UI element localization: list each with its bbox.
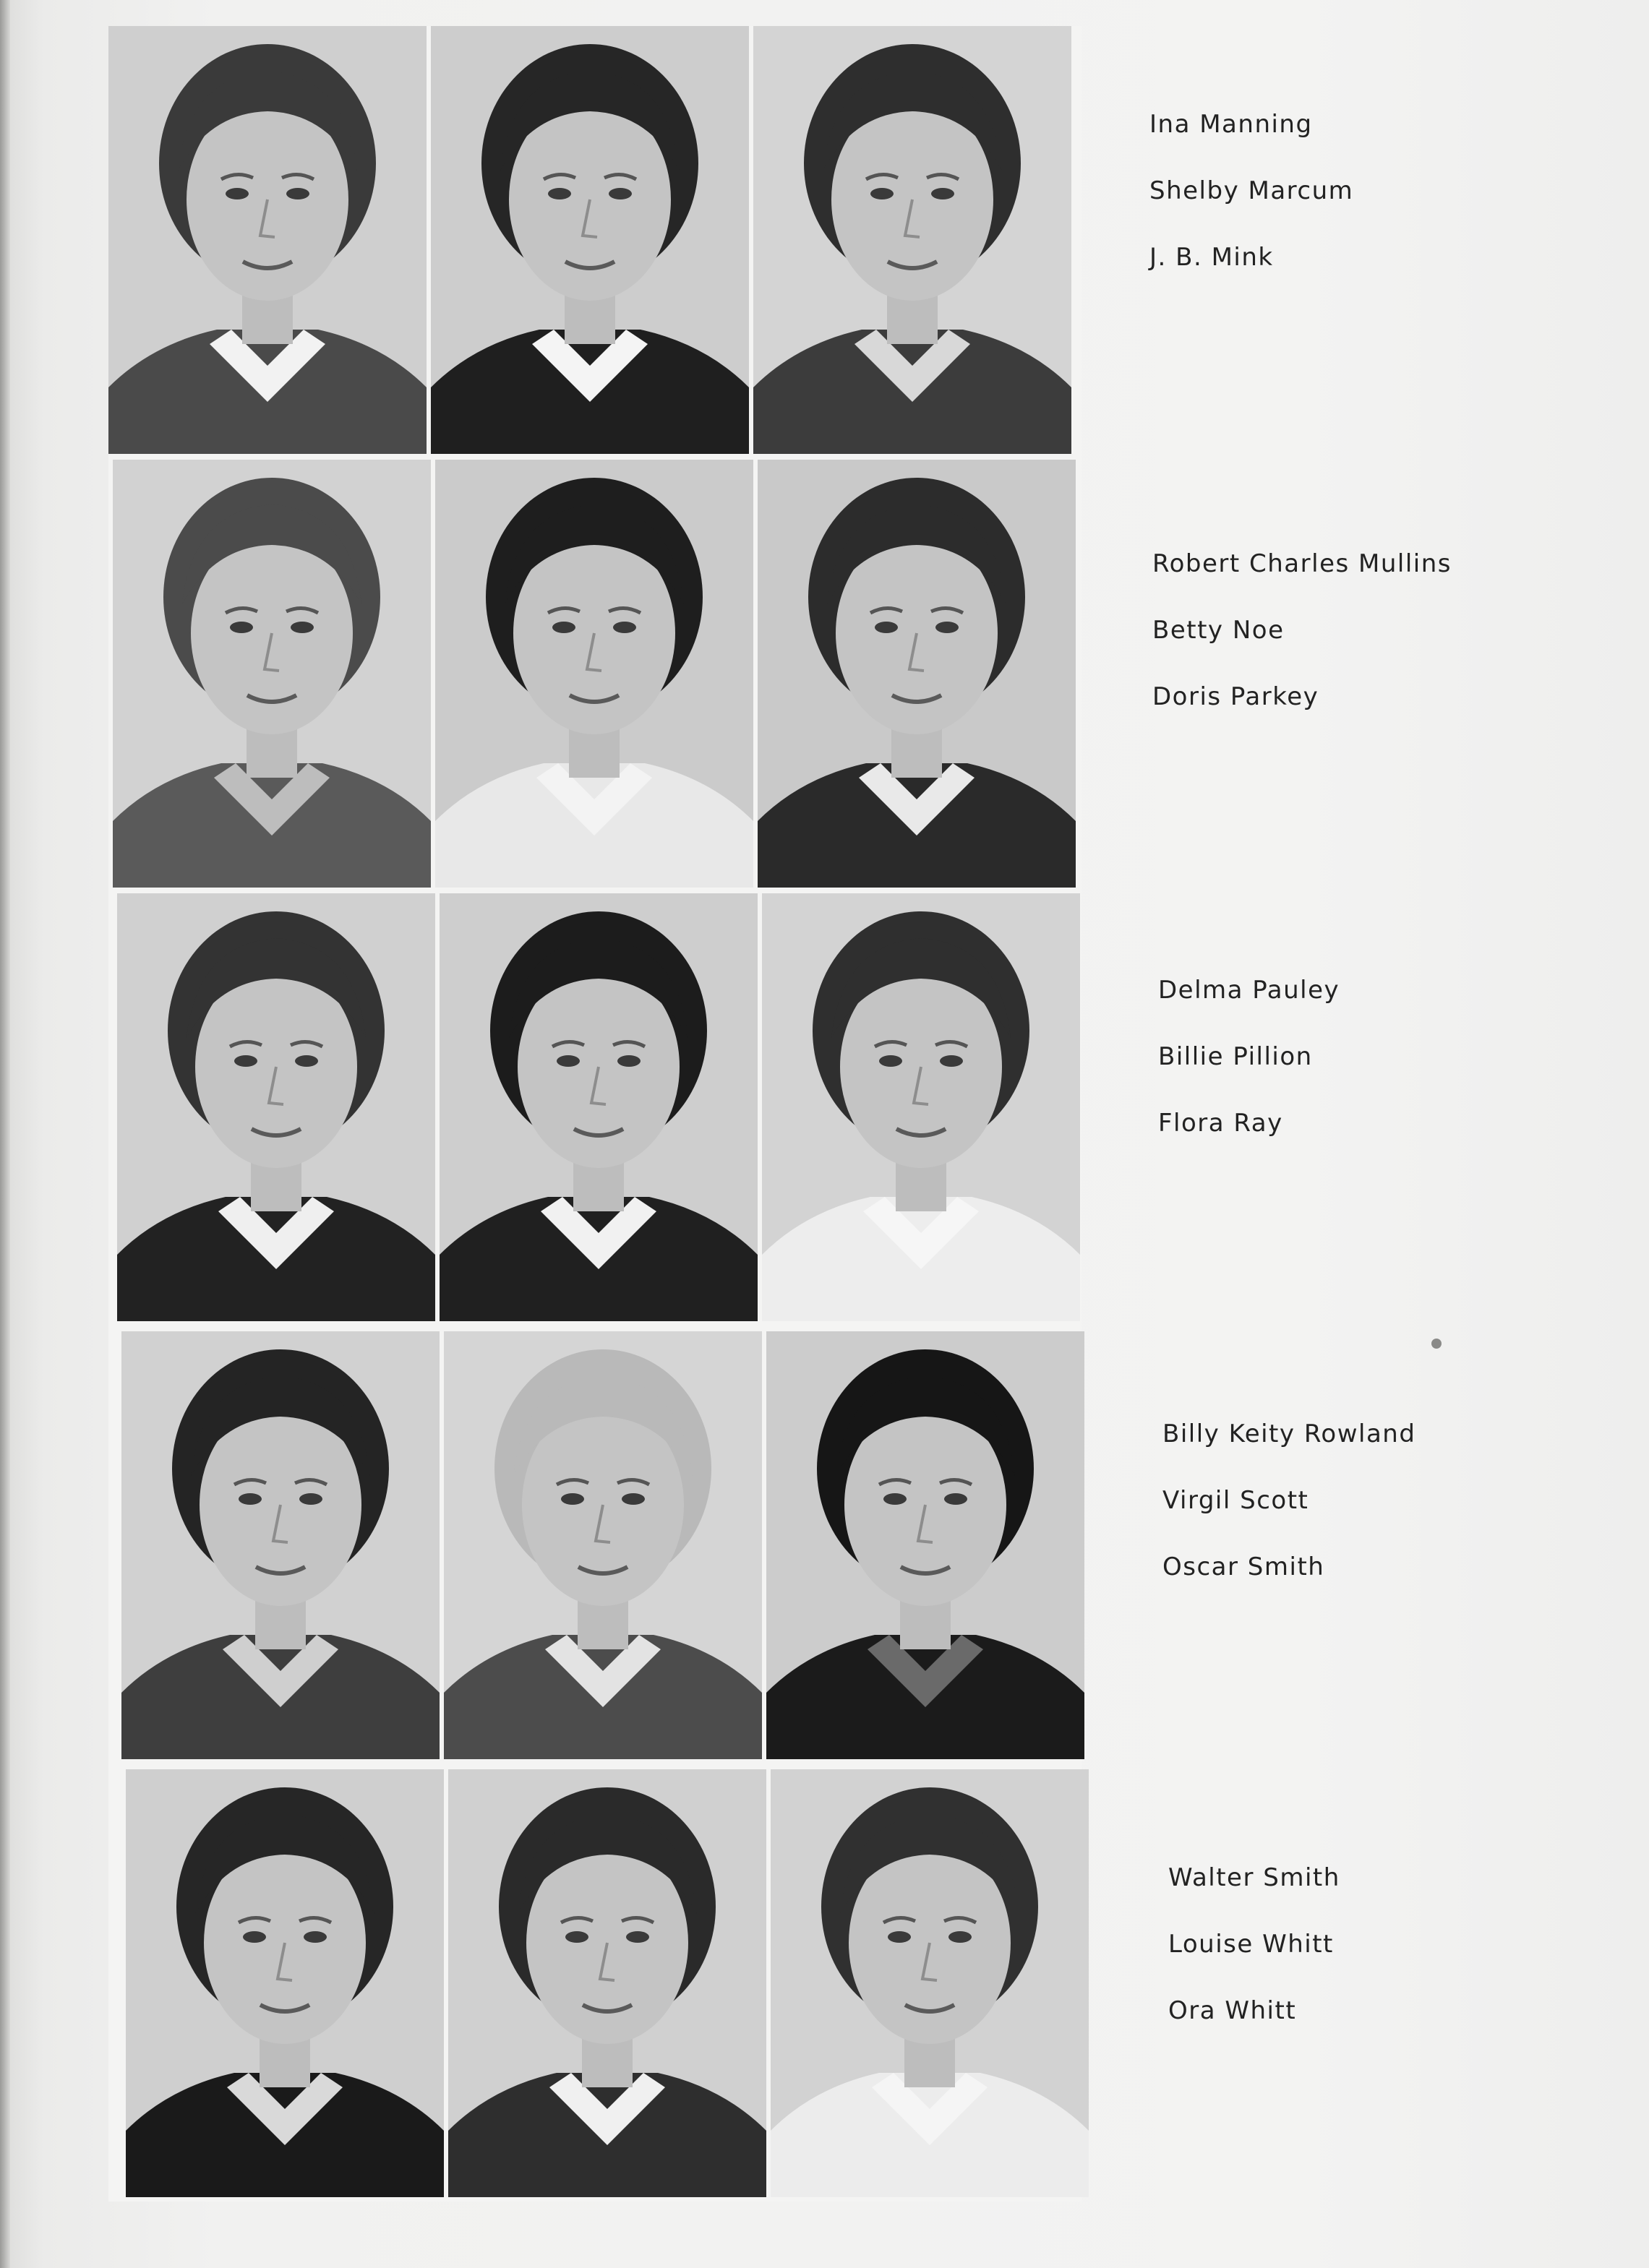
portrait-photo [126,1769,444,2197]
student-name: Oscar Smith [1162,1552,1325,1581]
student-name: Billie Pillion [1158,1042,1313,1071]
portrait-eye [870,188,894,199]
portrait-eye [243,1931,266,1943]
portrait-eye [626,1931,649,1943]
portrait-photo [440,893,758,1321]
student-name: Shelby Marcum [1149,176,1354,205]
portrait-eye [935,622,959,633]
portrait-eye [230,622,253,633]
portrait-row-5 [108,1769,1082,2200]
student-name: Louise Whitt [1168,1930,1334,1959]
portrait-eye [940,1055,963,1067]
portrait-row-2 [108,460,1082,890]
portrait-eye [879,1055,902,1067]
portrait-eye [565,1931,588,1943]
portrait-photo [753,26,1071,454]
portrait-photo [444,1331,762,1759]
portrait-photo [762,893,1080,1321]
portrait-eye [944,1493,967,1505]
portrait-row-4 [108,1331,1082,1762]
portrait-eye [239,1493,262,1505]
page-binding-edge [0,0,10,2268]
portrait-photo [117,893,435,1321]
portrait-eye [299,1493,322,1505]
portrait-photo [766,1331,1084,1759]
portrait-svg [121,1331,440,1759]
name-list-row-3 [1158,957,1592,1156]
portrait-row-1 [108,26,1082,457]
student-name: Billy Keity Rowland [1162,1419,1416,1448]
portrait-svg [126,1769,444,2197]
portrait-photo [771,1769,1089,2197]
portrait-eye [234,1055,257,1067]
portrait-svg [753,26,1071,454]
portrait-eye [609,188,632,199]
portrait-eye [291,622,314,633]
portrait-eye [286,188,309,199]
portrait-grid [108,26,1082,2202]
portrait-eye [883,1493,907,1505]
portrait-eye [304,1931,327,1943]
student-name: Robert Charles Mullins [1152,549,1452,578]
name-list-row-2 [1152,531,1586,730]
portrait-svg [435,460,753,888]
portrait-eye [226,188,249,199]
portrait-eye [557,1055,580,1067]
portrait-eye [617,1055,641,1067]
portrait-svg [440,893,758,1321]
portrait-eye [295,1055,318,1067]
portrait-photo [758,460,1076,888]
student-name: J. B. Mink [1149,243,1274,272]
portrait-svg [444,1331,762,1759]
portrait-photo [435,460,753,888]
portrait-svg [431,26,749,454]
portrait-photo [113,460,431,888]
student-name: Betty Noe [1152,616,1285,645]
student-name: Walter Smith [1168,1863,1340,1892]
student-name: Virgil Scott [1162,1486,1309,1515]
portrait-svg [108,26,427,454]
portrait-svg [762,893,1080,1321]
portrait-eye [888,1931,911,1943]
portrait-svg [771,1769,1089,2197]
portrait-photo [108,26,427,454]
portrait-photo [121,1331,440,1759]
portrait-eye [613,622,636,633]
portrait-eye [931,188,954,199]
paper-speck [1431,1339,1442,1349]
portrait-svg [758,460,1076,888]
student-name: Flora Ray [1158,1109,1283,1138]
portrait-eye [948,1931,972,1943]
name-list-row-1 [1149,91,1583,291]
portrait-row-3 [108,893,1082,1324]
name-list-row-4 [1162,1401,1596,1600]
portrait-eye [552,622,575,633]
portrait-photo [431,26,749,454]
portrait-svg [117,893,435,1321]
portrait-svg [448,1769,766,2197]
student-name: Ora Whitt [1168,1996,1297,2025]
portrait-svg [766,1331,1084,1759]
portrait-photo [448,1769,766,2197]
portrait-eye [561,1493,584,1505]
name-list-row-5 [1168,1844,1602,2044]
portrait-svg [113,460,431,888]
portrait-eye [622,1493,645,1505]
portrait-eye [875,622,898,633]
portrait-eye [548,188,571,199]
student-name: Doris Parkey [1152,682,1319,711]
student-name: Ina Manning [1149,110,1313,139]
student-name: Delma Pauley [1158,976,1340,1005]
